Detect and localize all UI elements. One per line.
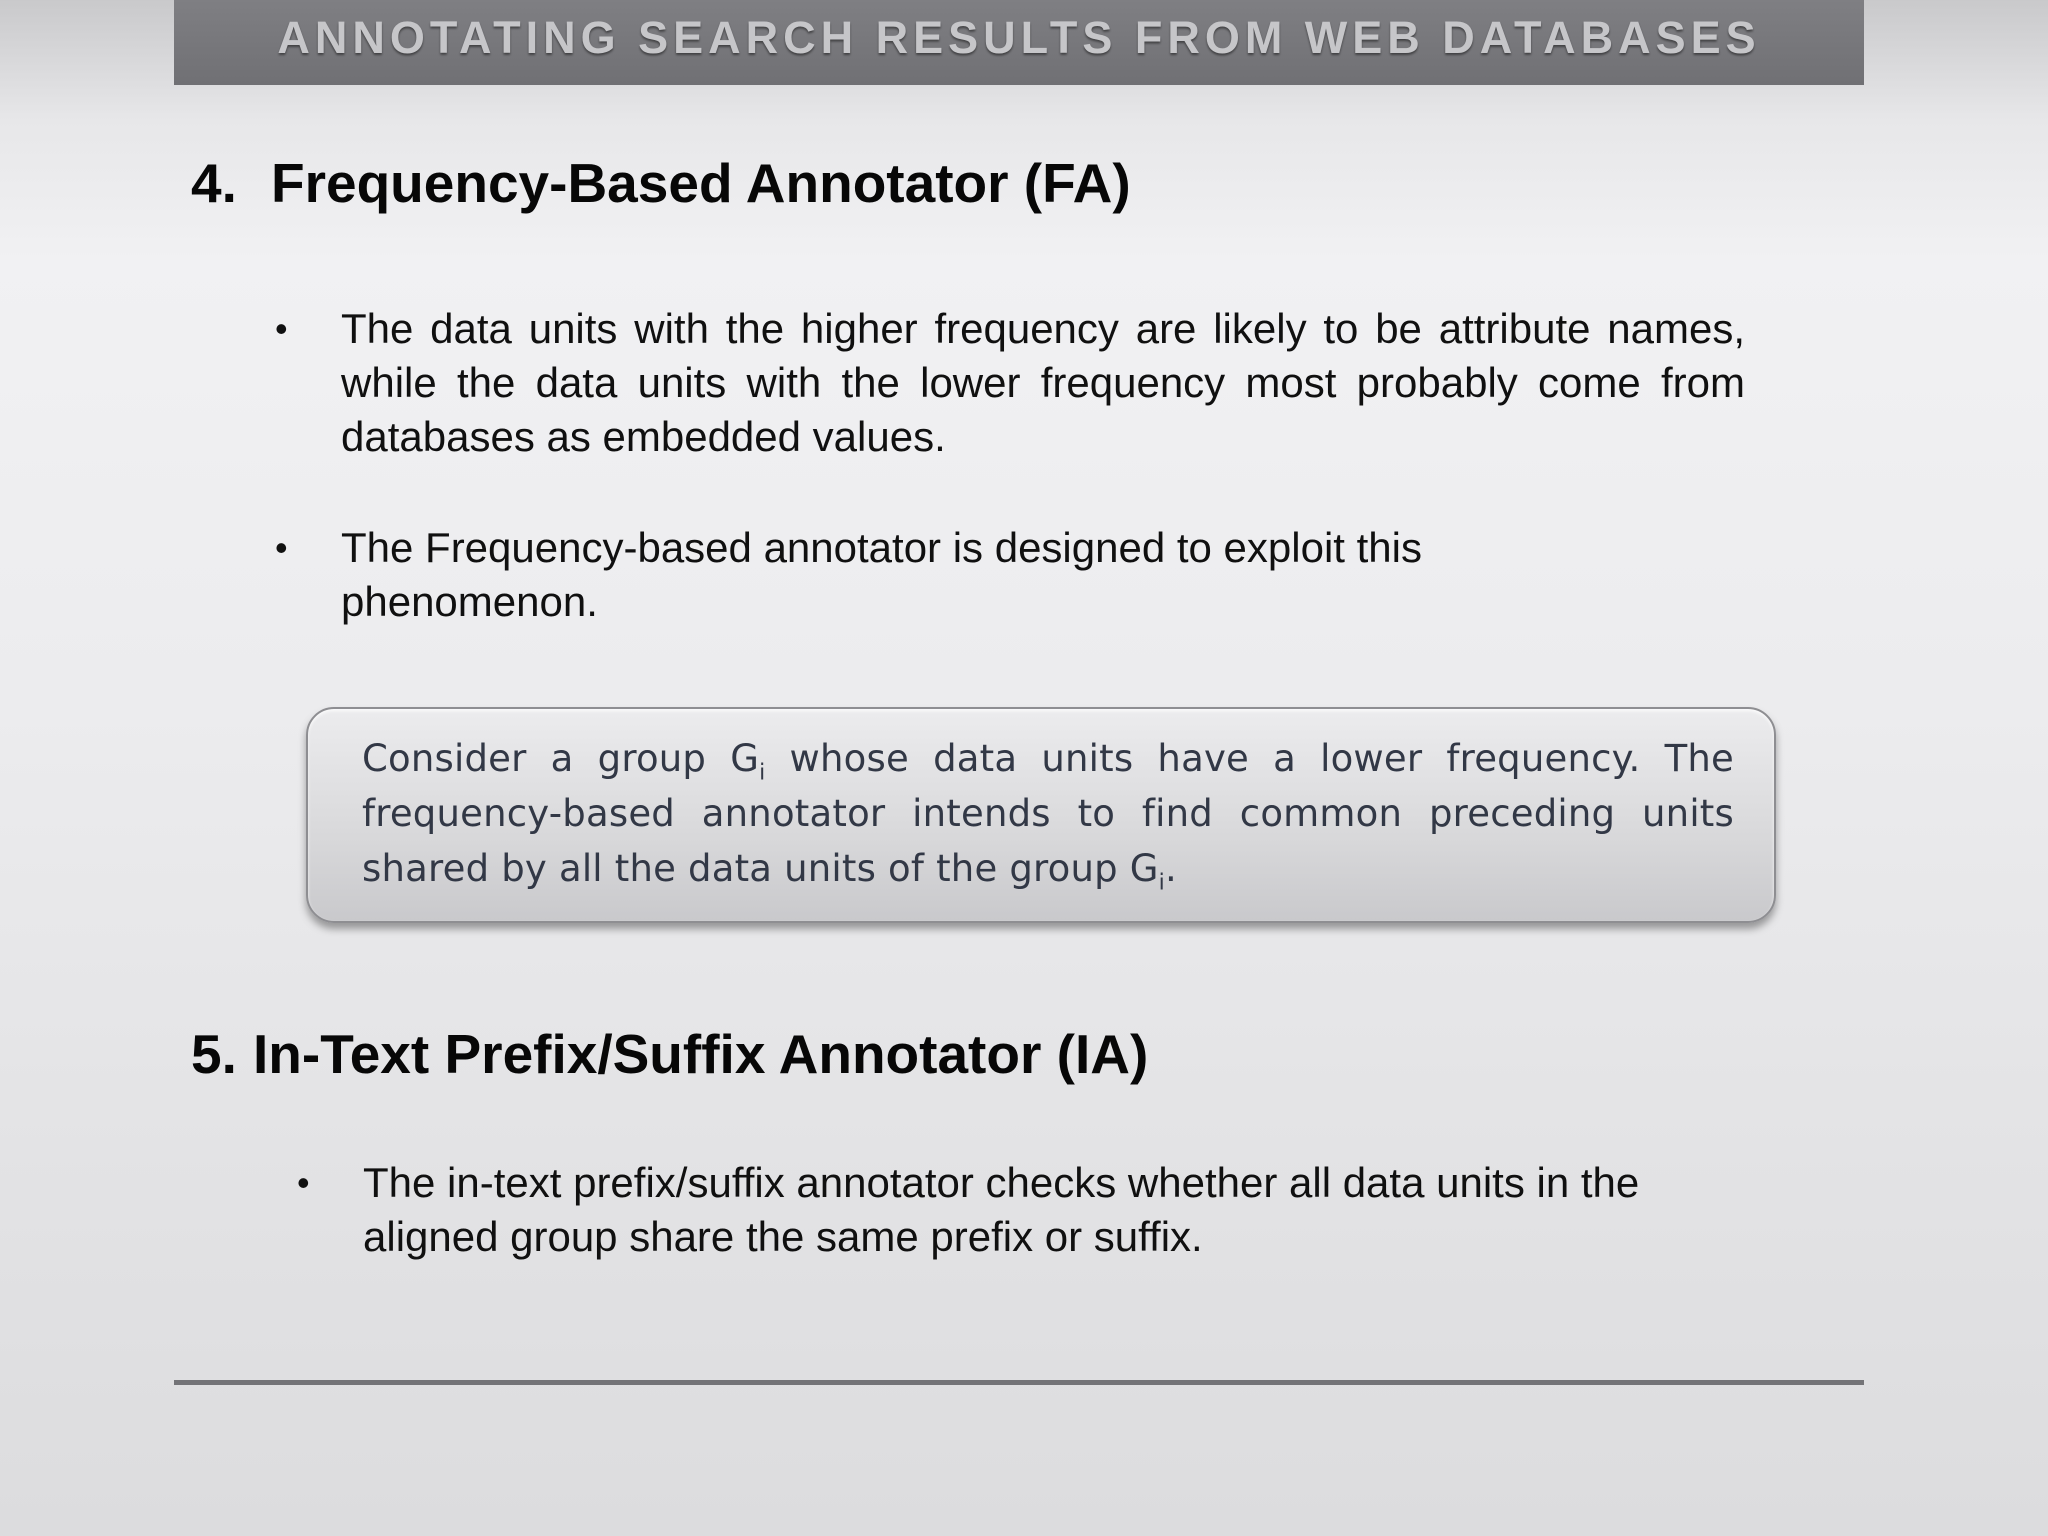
callout-box bbox=[306, 707, 1776, 923]
bullet-item-higher-frequency bbox=[275, 302, 1745, 464]
slide-header-title: ANNOTATING SEARCH RESULTS FROM WEB DATABASES bbox=[277, 12, 1761, 63]
bullet-icon: • bbox=[275, 527, 288, 568]
callout-text: Consider a group $G_i$ whose data units have a lower frequency. The frequency-based annotator intends to find common preceding units shared by all the data units of the group $G_i$. bbox=[362, 737, 1734, 896]
section-title: Frequency-Based Annotator (FA) bbox=[271, 152, 1131, 214]
bullet-text: The Frequency-based annotator is designed to exploit this phenomenon. bbox=[341, 524, 1422, 625]
bullet-icon: • bbox=[297, 1162, 310, 1203]
footer-divider bbox=[174, 1380, 1864, 1385]
bullet-item-frequency-annotator-design bbox=[275, 521, 1661, 629]
section-number: 4. bbox=[191, 152, 237, 214]
section-number: 5. bbox=[191, 1023, 237, 1085]
bullet-item-prefix-suffix bbox=[297, 1156, 1745, 1264]
section-heading-frequency-based-annotator bbox=[191, 151, 1131, 215]
bullet-text: The data units with the higher frequency are likely to be attribute names, while the data units with the lower frequency most probably come from databases as embedded values. bbox=[341, 305, 1745, 460]
bullet-icon: • bbox=[275, 308, 288, 349]
section-heading-in-text-annotator bbox=[191, 1022, 1148, 1086]
section-title: In-Text Prefix/Suffix Annotator (IA) bbox=[253, 1023, 1149, 1085]
slide-header-bar bbox=[174, 0, 1864, 85]
bullet-text: The in-text prefix/suffix annotator checks whether all data units in the aligned group share the same prefix or suffix. bbox=[363, 1159, 1640, 1260]
